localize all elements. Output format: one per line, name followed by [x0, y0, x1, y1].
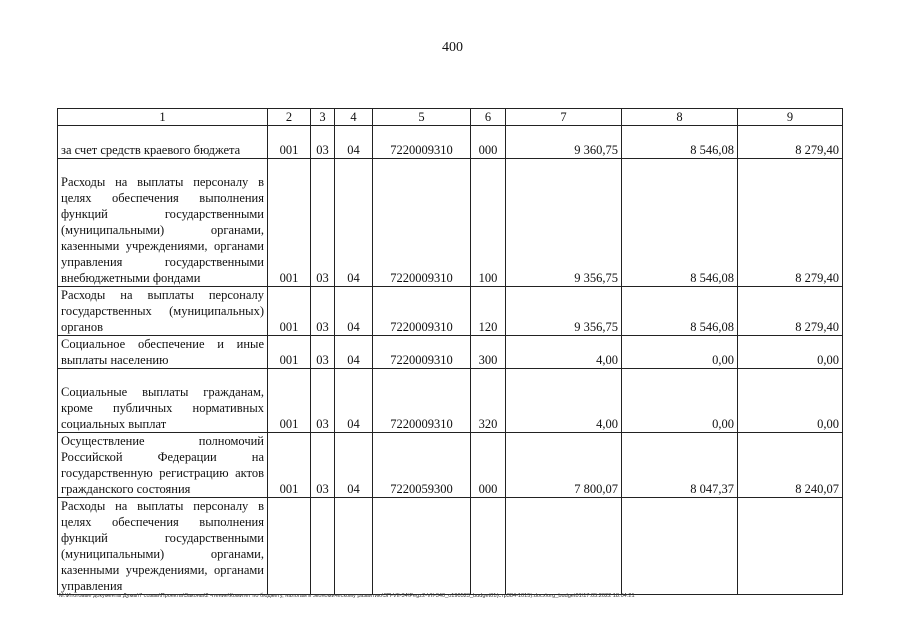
row-value-9: [738, 498, 843, 595]
row-code-2: 001: [268, 287, 311, 336]
table-row: [58, 287, 843, 336]
row-code-2: 001: [268, 126, 311, 159]
row-code-3: 03: [311, 336, 335, 369]
row-code-3: 03: [311, 433, 335, 498]
header-cell-7: 7: [506, 109, 622, 126]
row-value-7: 9 360,75: [506, 126, 622, 159]
row-code-4: 04: [335, 433, 373, 498]
row-value-9: 0,00: [738, 336, 843, 369]
row-value-7: [506, 498, 622, 595]
row-code-2: 001: [268, 433, 311, 498]
header-cell-1: 1: [58, 109, 268, 126]
row-description: Социальное обеспечение и иные выплаты населению: [58, 336, 268, 369]
row-code-5: 7220059300: [373, 433, 471, 498]
row-value-7: 9 356,75: [506, 287, 622, 336]
header-cell-4: 4: [335, 109, 373, 126]
row-code-5: 7220009310: [373, 369, 471, 433]
row-code-6: 000: [471, 433, 506, 498]
row-code-6: 120: [471, 287, 506, 336]
row-code-2: 001: [268, 369, 311, 433]
row-code-4: 04: [335, 159, 373, 287]
row-code-5: 7220009310: [373, 126, 471, 159]
row-code-3: 03: [311, 287, 335, 336]
row-description: Расходы на выплаты персоналу в целях обеспечения выполнения функций государственными (муниципальными) органами, казенными учреждениями, органами управления: [58, 498, 268, 595]
row-code-3: 03: [311, 159, 335, 287]
header-cell-9: 9: [738, 109, 843, 126]
budget-table: [57, 108, 843, 595]
header-row: [58, 109, 843, 126]
row-value-8: 0,00: [622, 336, 738, 369]
header-cell-5: 5: [373, 109, 471, 126]
header-cell-3: 3: [311, 109, 335, 126]
table-row: [58, 369, 843, 433]
table-row: [58, 126, 843, 159]
row-code-3: 03: [311, 126, 335, 159]
row-code-6: [471, 498, 506, 595]
header-cell-8: 8: [622, 109, 738, 126]
row-code-6: 000: [471, 126, 506, 159]
row-value-8: 8 047,37: [622, 433, 738, 498]
row-code-3: 03: [311, 369, 335, 433]
row-code-6: 320: [471, 369, 506, 433]
row-code-4: 04: [335, 369, 373, 433]
row-description: Расходы на выплаты персоналу в целях обеспечения выполнения функций государственными (муниципальными) органами, казенными учреждениями, органами управления государственными внебюджетными фондами: [58, 159, 268, 287]
row-value-9: 8 279,40: [738, 159, 843, 287]
row-value-9: 8 279,40: [738, 287, 843, 336]
table-row: [58, 159, 843, 287]
document-path-footer: M:\Итоговые документы Думы\7 созыв\Проекты\Законы\2 чтение\Комитет по бюджету, налогам и экономическому развитию\ЗП-VII-34\Pegz2-VII-340_o190523_budget01(стр384-1015).docx\org_budget01\17.05.2022 18:04:21: [59, 593, 635, 599]
row-code-4: [335, 498, 373, 595]
row-code-4: 04: [335, 287, 373, 336]
row-code-2: 001: [268, 159, 311, 287]
row-code-5: 7220009310: [373, 287, 471, 336]
row-code-6: 300: [471, 336, 506, 369]
row-description: Осуществление полномочий Российской Федерации на государственную регистрацию актов гражданского состояния: [58, 433, 268, 498]
row-value-7: 4,00: [506, 336, 622, 369]
header-cell-6: 6: [471, 109, 506, 126]
table-row: [58, 433, 843, 498]
table-row: [58, 336, 843, 369]
row-value-8: 0,00: [622, 369, 738, 433]
row-code-4: 04: [335, 126, 373, 159]
row-value-8: 8 546,08: [622, 287, 738, 336]
row-value-8: 8 546,08: [622, 126, 738, 159]
row-value-8: 8 546,08: [622, 159, 738, 287]
row-code-2: [268, 498, 311, 595]
row-code-5: 7220009310: [373, 159, 471, 287]
page-number: 400: [442, 40, 463, 55]
row-value-8: [622, 498, 738, 595]
row-code-3: [311, 498, 335, 595]
row-description: Расходы на выплаты персоналу государственных (муниципальных) органов: [58, 287, 268, 336]
row-description: за счет средств краевого бюджета: [58, 126, 268, 159]
header-cell-2: 2: [268, 109, 311, 126]
row-value-9: 8 279,40: [738, 126, 843, 159]
table-row: [58, 498, 843, 595]
row-code-5: [373, 498, 471, 595]
row-value-7: 7 800,07: [506, 433, 622, 498]
row-value-9: 0,00: [738, 369, 843, 433]
row-value-9: 8 240,07: [738, 433, 843, 498]
row-code-2: 001: [268, 336, 311, 369]
row-code-6: 100: [471, 159, 506, 287]
row-value-7: 4,00: [506, 369, 622, 433]
row-description: Социальные выплаты гражданам, кроме публичных нормативных социальных выплат: [58, 369, 268, 433]
row-code-5: 7220009310: [373, 336, 471, 369]
row-code-4: 04: [335, 336, 373, 369]
row-value-7: 9 356,75: [506, 159, 622, 287]
